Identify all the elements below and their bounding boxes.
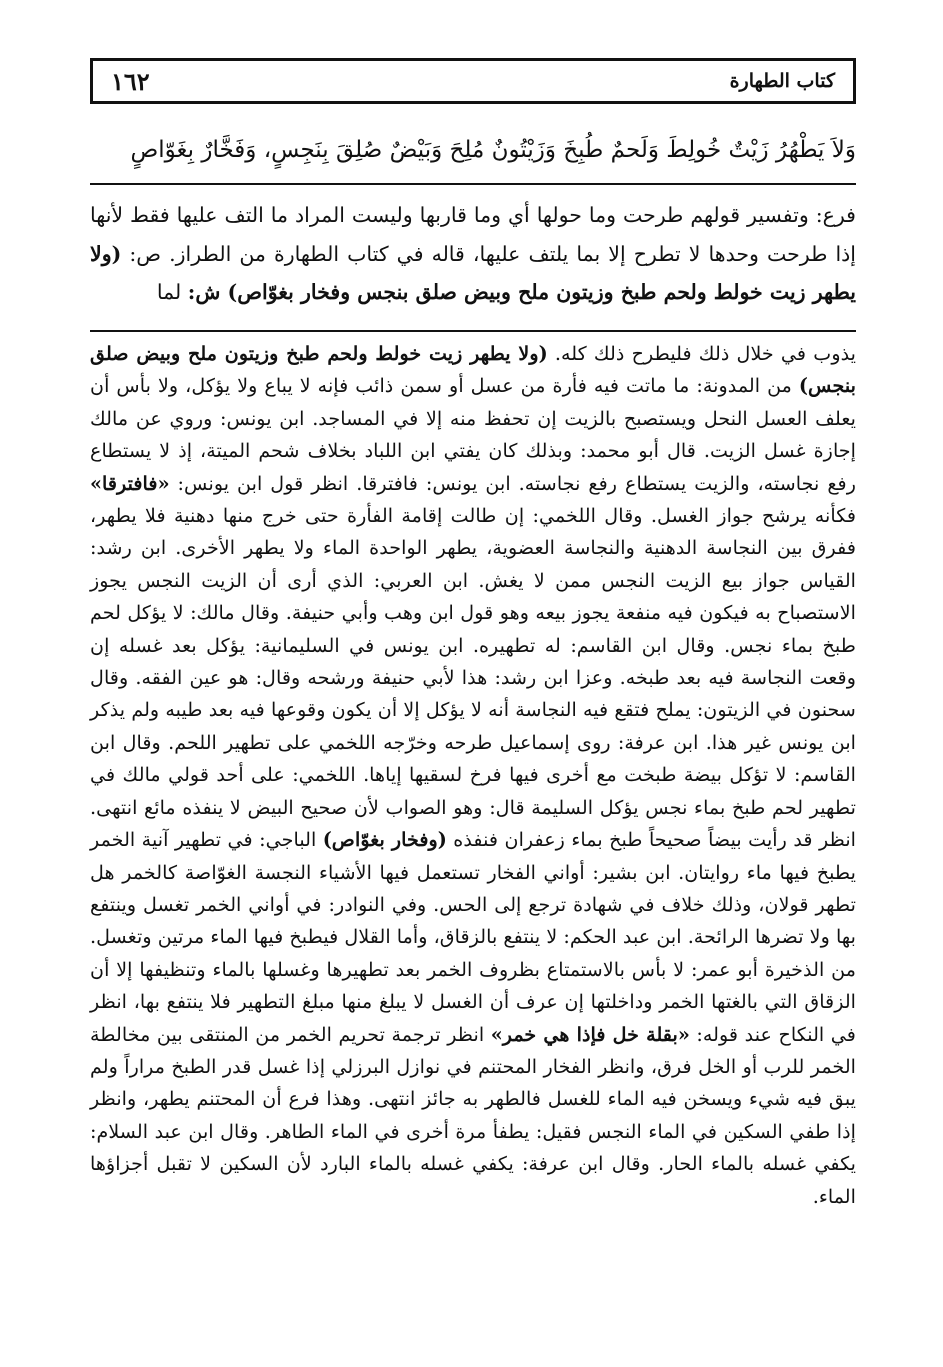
page-number: ١٦٢ [111, 66, 150, 96]
page-header [90, 58, 856, 104]
branch-section [90, 196, 856, 312]
commentary-body [90, 338, 856, 1213]
divider-top [90, 183, 856, 185]
commentary-text: الباجي: في تطهير آنية الخمر يطبخ فيها ماء روايتان. ابن بشير: أواني الفخار تستعمل فيها الأشياء النجسة الغوّاصة كالخمر هل تطهر قولان، وذلك خلاف في شهادة ترجع إلى الحس. وفي النوادر: في أواني الخمر تغسل وينتفع بها ولا تضرها الرائحة. ابن عبد الحكم: لا ينتفع بالزقاق، وأما القلال فيطبخ فيها الماء مرتين وتغسل. من الذخيرة أبو عمر: لا بأس بالاستمتاع بظروف الخمر بعد تطهيرها وغسلها بالماء وتنظيفها إلا أن الزقاق التي بالغتها الخمر وداخلتها إن عرف أن الغسل لا يبلغ منها مبلغ التطهير فلا ينتفع بها، انظر في النكاح عند قوله: [90, 828, 856, 1046]
running-title: كتاب الطهارة [729, 70, 835, 92]
branch-text-end: لما [156, 280, 182, 304]
branch-text: فرع: وتفسير قولهم طرحت وما حولها أي وما قاربها وليست المراد ما التف عليها فقط لأنها إذا طرحت وحدها لا تطرح إلا بما يلتف عليها، قاله في كتاب الطهارة من الطراز. ص: [90, 203, 856, 266]
commentary-quote: «بقلة خل فإذا هي خمر» [490, 1022, 690, 1046]
divider-middle [90, 330, 856, 332]
commentary-quote: (وفخار بغوّاص) [322, 828, 447, 852]
commentary-quote: «فافترقا» [90, 471, 170, 495]
commentary-text: من المدونة: ما ماتت فيه فأرة من عسل أو سمن ذائب فإنه لا يباع ولا يؤكل، ولا بأس أن يعلف العسل النحل ويستصبح بالزيت إن تحفظ منه إلا في المساجد. ابن يونس: وروي عن مالك إجازة غسل الزيت. قال أبو محمد: وبذلك كان يفتي ابن اللباد بخلاف شحم الميتة، إذ لا يستطاع رفع نجاسته، والزيت يستطاع رفع نجاسته. ابن يونس: فافترقا. انظر قول ابن يونس: [90, 374, 856, 495]
commentary-text: يذوب في خلال ذلك فليطرح ذلك كله. [554, 342, 856, 365]
branch-matn-quote: (ولا يطهر زيت خولط ولحم طبخ وزيتون ملح وبيض صلق بنجس وفخار بغوّاص) ش: [90, 241, 856, 304]
matn-verse: وَلاَ يَطْهُرُ زَيْتٌ خُولِطَ وَلَحمٌ طُبِخَ وَزَيْتُونٌ مُلِحَ وَبَيْضٌ صُلِقَ بِنَجِسٍ، وَفَخَّارٌ بِغَوّاصٍ [130, 137, 856, 163]
commentary-quote: (ولا يطهر زيت خولط ولحم طبخ وزيتون ملح وبيض صلق بنجس) [90, 342, 856, 398]
commentary-text: انظر ترجمة تحريم الخمر من المنتقى بين مخالطة الخمر للرب أو الخل فرق، وانظر الفخار المحتنم في نوازل البرزلي إذا غسل قدر الطبخ مراراً ولم يبق فيه شيء ويسخن فيه الماء للغسل فالطهر به جائز انتهى. وهذا فرع أن المحتنم يطهر، وانظر إذا طفي السكين في الماء النجس فقيل: يطفأ مرة أخرى في الماء الطاهر. وقال ابن عبد السلام: يكفي غسله بالماء الحار. وقال ابن عرفة: يكفي غسله بالماء البارد لأن السكين لا تقبل أجزاؤها الماء. [90, 1022, 856, 1208]
commentary-text: فكأنه يرشح جواز الغسل. وقال اللخمي: إن طالت إقامة الفأرة حتى خرج منها دهنية فلا يطهر، ففرق بين النجاسة الدهنية والنجاسة العضوية، يطهر الواحدة الماء ولا يطهر الأخرى. ابن رشد: القياس جواز بيع الزيت النجس ممن لا يغش. ابن العربي: الذي أرى أن الزيت النجس يجوز الاستصباح به فيكون فيه منفعة يجوز بيعه وهو قول ابن وهب وأبي حنيفة. وقال مالك: لا يؤكل لحم طبخ بماء نجس. وقال ابن القاسم: له تطهيره. ابن يونس في السليمانية: يؤكل بعد غسله إن وقعت النجاسة فيه بعد طبخه. وعزا ابن رشد: هذا لأبي حنيفة ورشحه وقال: هو عين الفقه. وقال سحنون في الزيتون: يملح فتقع فيه النجاسة أنه لا يؤكل إلا أن يكون وقوعها فيه بعد طيبه ولم يذكر ابن يونس غير هذا. ابن عرفة: روى إسماعيل طرحه وخرّجه اللخمي على تطهير اللحم. وقال ابن القاسم: لا تؤكل بيضة طبخت مع أخرى فيها فرخ لسقيها إياها. اللخمي: على أحد قولي مالك في تطهير لحم طبخ بماء نجس يؤكل السليمة قال: وهو الصواب لأن صحيح البيض لا ينفذه مائع انتهى. انظر قد رأيت بيضاً صحيحاً طبخ بماء زعفران فنفذه [90, 504, 856, 852]
